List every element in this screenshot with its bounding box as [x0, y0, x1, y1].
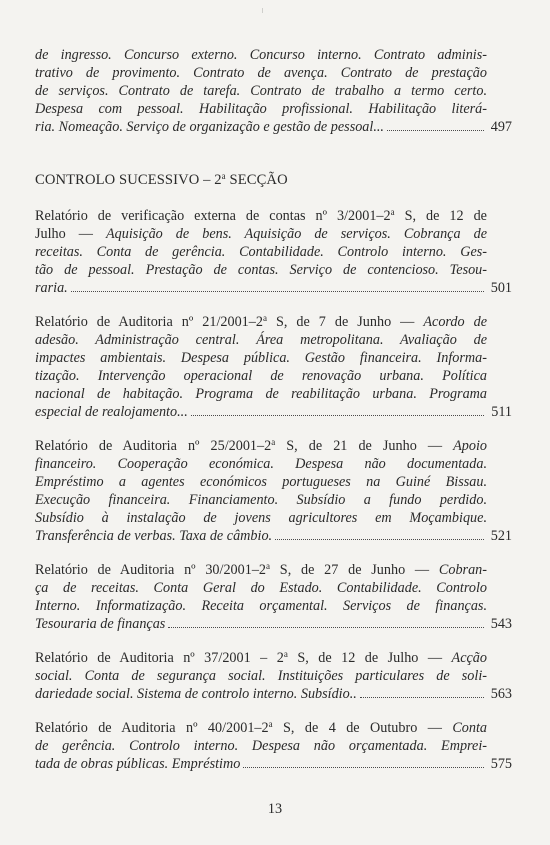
page-ref: 543 [490, 616, 512, 632]
page-ref: 497 [490, 119, 512, 135]
entry-heading-sup: a [262, 313, 267, 323]
entry-last-line [35, 279, 487, 297]
dot-leader [191, 414, 484, 416]
entry-heading-subject: Acção [451, 650, 487, 666]
entry-heading-a: Relatório de Auditoria nº 37/2001 – 2 [35, 650, 284, 666]
section-title-text: CONTROLO SUCESSIVO – 2 [35, 172, 222, 188]
entry-last-line [35, 755, 487, 773]
section-title-sup: a [221, 171, 226, 181]
entry-text: tada de obras públicas. Empréstimo [35, 756, 241, 772]
entry-heading-a: Relatório de Auditoria nº 25/2001–2 [35, 438, 272, 454]
entry-heading-sup: a [283, 649, 288, 659]
index-entry [35, 313, 487, 421]
dot-leader [71, 290, 484, 292]
dot-leader [275, 538, 484, 540]
entry-text: ria. Nomeação. Serviço de organização e gestão de pessoal... [35, 119, 384, 135]
index-entry [35, 437, 487, 545]
entry-heading-a: Relatório de Auditoria nº 40/2001–2 [35, 720, 269, 736]
dot-leader [243, 766, 484, 768]
entry-line: Empréstimo a agentes económicos portugueses na Guiné Bissau. [35, 474, 487, 490]
entry-line: de serviços. Contrato de tarefa. Contrato de trabalho a termo certo. [35, 83, 487, 99]
entry-last-line [35, 527, 487, 545]
entry-line: Execução financeira. Financiamento. Subsídio a fundo perdido. [35, 492, 487, 508]
entry-text: Tesouraria de finanças [35, 616, 166, 632]
entry-heading-date: Julho — [35, 226, 107, 242]
entry-line: Interno. Informatização. Receita orçamental. Serviços de finanças. [35, 598, 487, 614]
entry-line: ça de receitas. Conta Geral do Estado. Contabilidade. Controlo [35, 580, 487, 596]
entry-line: Despesa com pessoal. Habilitação profissional. Habilitação literá- [35, 101, 487, 117]
index-entry [35, 561, 487, 633]
entry-line: nacional de habitação. Programa de reabilitação urbana. Programa [35, 386, 487, 402]
entry-heading-b: S, de 12 de Julho — [287, 650, 452, 666]
entry-line: trativo de provimento. Contrato de avença. Contrato de prestação [35, 65, 487, 81]
section-title [35, 171, 288, 189]
index-entry-continued [35, 46, 487, 136]
entry-text: raria. [35, 280, 68, 296]
entry-heading-b: S, de 27 de Junho — [270, 562, 439, 578]
entry-line: Subsídio à instalação de jovens agricultores em Moçambique. [35, 510, 487, 526]
entry-line: de gerência. Controlo interno. Despesa não orçamentada. Emprei- [35, 738, 487, 754]
entry-heading-subject: Acordo de [423, 314, 487, 330]
entry-heading-a: Relatório de verificação externa de contas nº 3/2001–2 [35, 208, 391, 224]
section-title-end: SECÇÃO [225, 172, 288, 188]
entry-heading [35, 437, 487, 455]
dot-leader [387, 129, 484, 131]
entry-heading [35, 313, 487, 331]
entry-line: receitas. Conta de gerência. Contabilidade. Controlo interno. Ges- [35, 244, 487, 260]
index-entry [35, 719, 487, 773]
entry-heading-subject: Apoio [453, 438, 487, 454]
dot-leader [168, 626, 484, 628]
index-entry [35, 649, 487, 703]
page-ref: 511 [491, 404, 512, 420]
entry-heading [35, 561, 487, 579]
page-ref: 501 [490, 280, 512, 296]
entry-heading-sup: a [390, 207, 395, 217]
entry-subjects: Aquisição de bens. Aquisição de serviços. Cobrança de [106, 226, 488, 242]
entry-line: tão de pessoal. Prestação de contas. Serviço de contencioso. Tesou- [35, 262, 487, 278]
entry-last-line [35, 615, 487, 633]
entry-heading [35, 719, 487, 737]
entry-line: de ingresso. Concurso externo. Concurso interno. Contrato adminis- [35, 47, 487, 63]
index-entry [35, 207, 487, 297]
page-ref: 575 [490, 756, 512, 772]
entry-line: impactes ambientais. Despesa pública. Gestão financeira. Informa- [35, 350, 487, 366]
entry-heading-sup: a [271, 437, 276, 447]
entry-text: Transferência de verbas. Taxa de câmbio. [35, 528, 273, 544]
entry-heading-b: S, de 12 de [394, 208, 487, 224]
page-number: 13 [267, 801, 283, 817]
entry-text: dariedade social. Sistema de controlo interno. Subsídio.. [35, 686, 357, 702]
entry-heading [35, 207, 487, 225]
entry-heading-a: Relatório de Auditoria nº 30/2001–2 [35, 562, 267, 578]
entry-heading-subject: Cobran- [438, 562, 487, 578]
entry-line [35, 225, 487, 243]
entry-line: tização. Intervenção operacional de renovação urbana. Política [35, 368, 487, 384]
dot-leader [360, 696, 484, 698]
entry-heading-b: S, de 7 de Junho — [266, 314, 424, 330]
entry-heading-a: Relatório de Auditoria nº 21/2001–2 [35, 314, 263, 330]
entry-line: adesão. Administração central. Área metropolitana. Avaliação de [35, 332, 487, 348]
entry-last-line [35, 685, 487, 703]
scan-mark [262, 8, 263, 13]
entry-last-line [35, 118, 487, 136]
entry-heading-b: S, de 21 de Junho — [275, 438, 454, 454]
entry-line: social. Conta de segurança social. Instituições particulares de soli- [35, 668, 487, 684]
page-ref: 563 [490, 686, 512, 702]
entry-heading-subject: Conta [452, 720, 487, 736]
entry-heading [35, 649, 487, 667]
entry-last-line [35, 403, 487, 421]
entry-heading-sup: a [268, 719, 273, 729]
entry-heading-b: S, de 4 de Outubro — [272, 720, 453, 736]
page-ref: 521 [490, 528, 512, 544]
entry-heading-sup: a [266, 561, 271, 571]
entry-line: financeiro. Cooperação económica. Despesa não documentada. [35, 456, 487, 472]
entry-text: especial de realojamento... [35, 404, 188, 420]
